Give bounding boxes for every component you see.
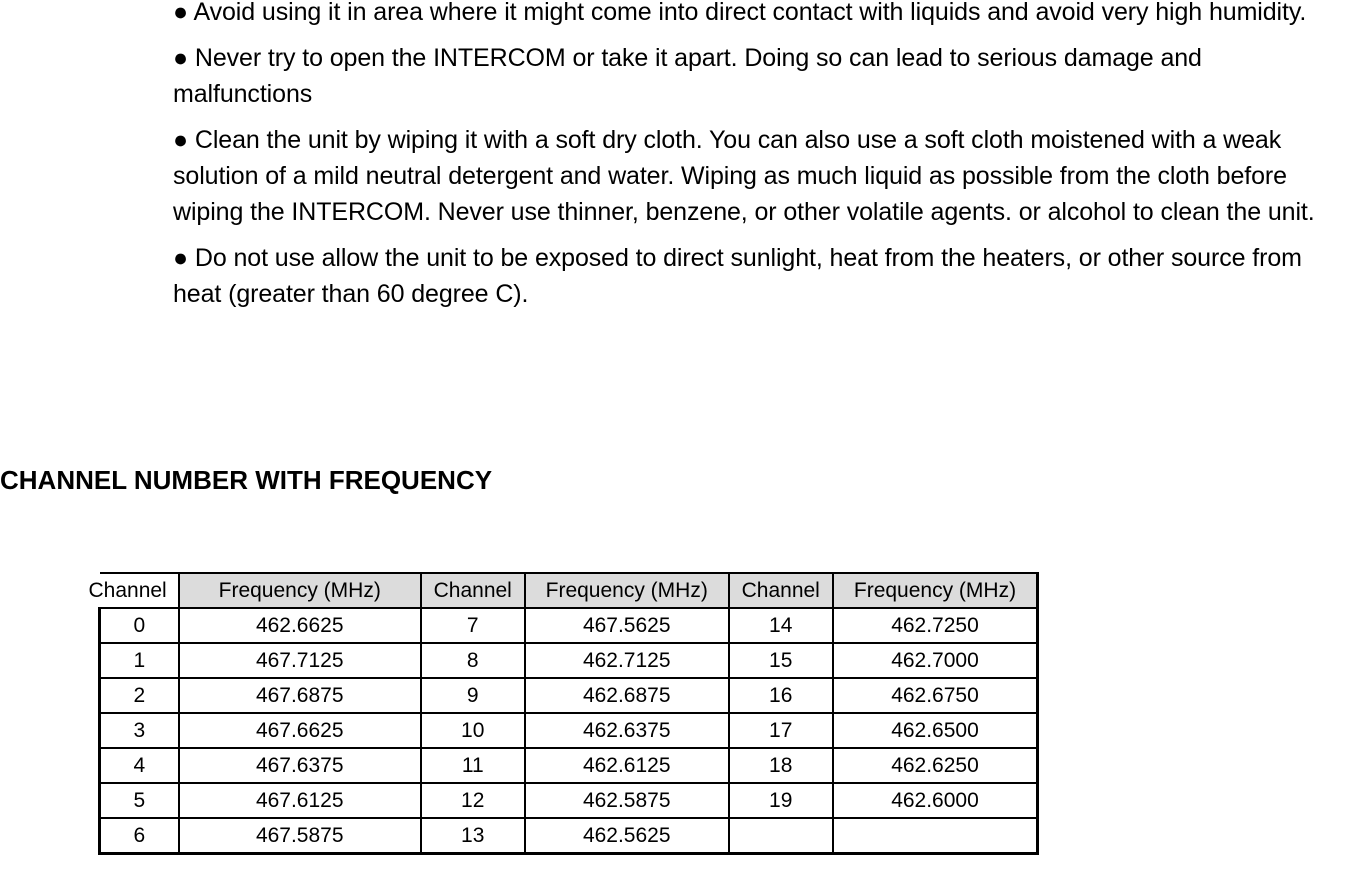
channel-cell: 14 [729, 608, 833, 643]
channel-cell: 10 [421, 713, 525, 748]
table-row [100, 608, 1038, 643]
channel-cell: 9 [421, 678, 525, 713]
frequency-cell: 467.6375 [179, 748, 421, 783]
table-row [100, 783, 1038, 818]
column-header: Frequency (MHz) [833, 573, 1038, 608]
bullet-text: Avoid using it in area where it might come into direct contact with liquids and avoid very high humidity. [193, 0, 1307, 26]
channel-cell: 4 [100, 748, 179, 783]
channel-cell: 11 [421, 748, 525, 783]
channel-cell: 16 [729, 678, 833, 713]
frequency-cell: 462.5875 [525, 783, 729, 818]
frequency-cell: 467.6875 [179, 678, 421, 713]
bullet-icon: ● [173, 126, 189, 154]
channel-cell: 18 [729, 748, 833, 783]
channel-cell: 19 [729, 783, 833, 818]
channel-cell: 12 [421, 783, 525, 818]
frequency-cell: 462.7000 [833, 643, 1038, 678]
channel-cell: 5 [100, 783, 179, 818]
channel-cell: 6 [100, 818, 179, 854]
frequency-cell: 467.5875 [179, 818, 421, 854]
bullet-icon: ● [173, 44, 189, 72]
frequency-cell: 462.6750 [833, 678, 1038, 713]
frequency-cell: 462.6875 [525, 678, 729, 713]
frequency-cell: 462.6375 [525, 713, 729, 748]
section-title: CHANNEL NUMBER WITH FREQUENCY [0, 465, 493, 495]
frequency-cell: 467.5625 [525, 608, 729, 643]
frequency-cell: 462.7250 [833, 608, 1038, 643]
column-header: Frequency (MHz) [179, 573, 421, 608]
column-header: Channel [100, 573, 179, 608]
care-instructions [173, 0, 1345, 322]
table-row [100, 678, 1038, 713]
channel-frequency-table [88, 572, 1039, 855]
column-header: Channel [729, 573, 833, 608]
frequency-cell: 462.5625 [525, 818, 729, 854]
channel-cell: 17 [729, 713, 833, 748]
bullet-text: Do not use allow the unit to be exposed to direct sunlight, heat from the heaters, or other source from heat (greater than 60 degree C). [173, 244, 1309, 308]
frequency-cell [833, 818, 1038, 854]
column-header: Frequency (MHz) [525, 573, 729, 608]
column-header: Channel [421, 573, 525, 608]
table-row [100, 643, 1038, 678]
channel-cell: 3 [100, 713, 179, 748]
frequency-cell: 462.6250 [833, 748, 1038, 783]
bullet-item [173, 0, 1345, 30]
channel-cell [729, 818, 833, 854]
channel-cell: 7 [421, 608, 525, 643]
table-header-row [100, 573, 1038, 608]
channel-cell: 1 [100, 643, 179, 678]
bullet-icon: ● [173, 0, 189, 26]
frequency-cell: 467.6625 [179, 713, 421, 748]
frequency-cell: 462.6000 [833, 783, 1038, 818]
frequency-cell: 462.6500 [833, 713, 1038, 748]
bullet-text: Clean the unit by wiping it with a soft dry cloth. You can also use a soft cloth moistened with a weak solution of a mild neutral detergent and water. Wiping as much liquid as possible from the cloth before wiping the INTERCOM. Never use thinner, benzene, or other volatile agents. or alcohol to clean the unit. [173, 126, 1315, 226]
bullet-item [173, 122, 1345, 230]
table-row [100, 818, 1038, 854]
table-row [100, 748, 1038, 783]
frequency-cell: 467.7125 [179, 643, 421, 678]
frequency-cell: 462.6625 [179, 608, 421, 643]
bullet-text: Never try to open the INTERCOM or take it apart. Doing so can lead to serious damage and malfunctions [173, 44, 1216, 108]
bullet-item [173, 40, 1345, 112]
bullet-item [173, 240, 1345, 312]
channel-cell: 15 [729, 643, 833, 678]
frequency-cell: 462.7125 [525, 643, 729, 678]
bullet-icon: ● [173, 244, 189, 272]
channel-cell: 13 [421, 818, 525, 854]
channel-cell: 2 [100, 678, 179, 713]
channel-cell: 0 [100, 608, 179, 643]
frequency-cell: 462.6125 [525, 748, 729, 783]
channel-cell: 8 [421, 643, 525, 678]
table-row [100, 713, 1038, 748]
frequency-cell: 467.6125 [179, 783, 421, 818]
